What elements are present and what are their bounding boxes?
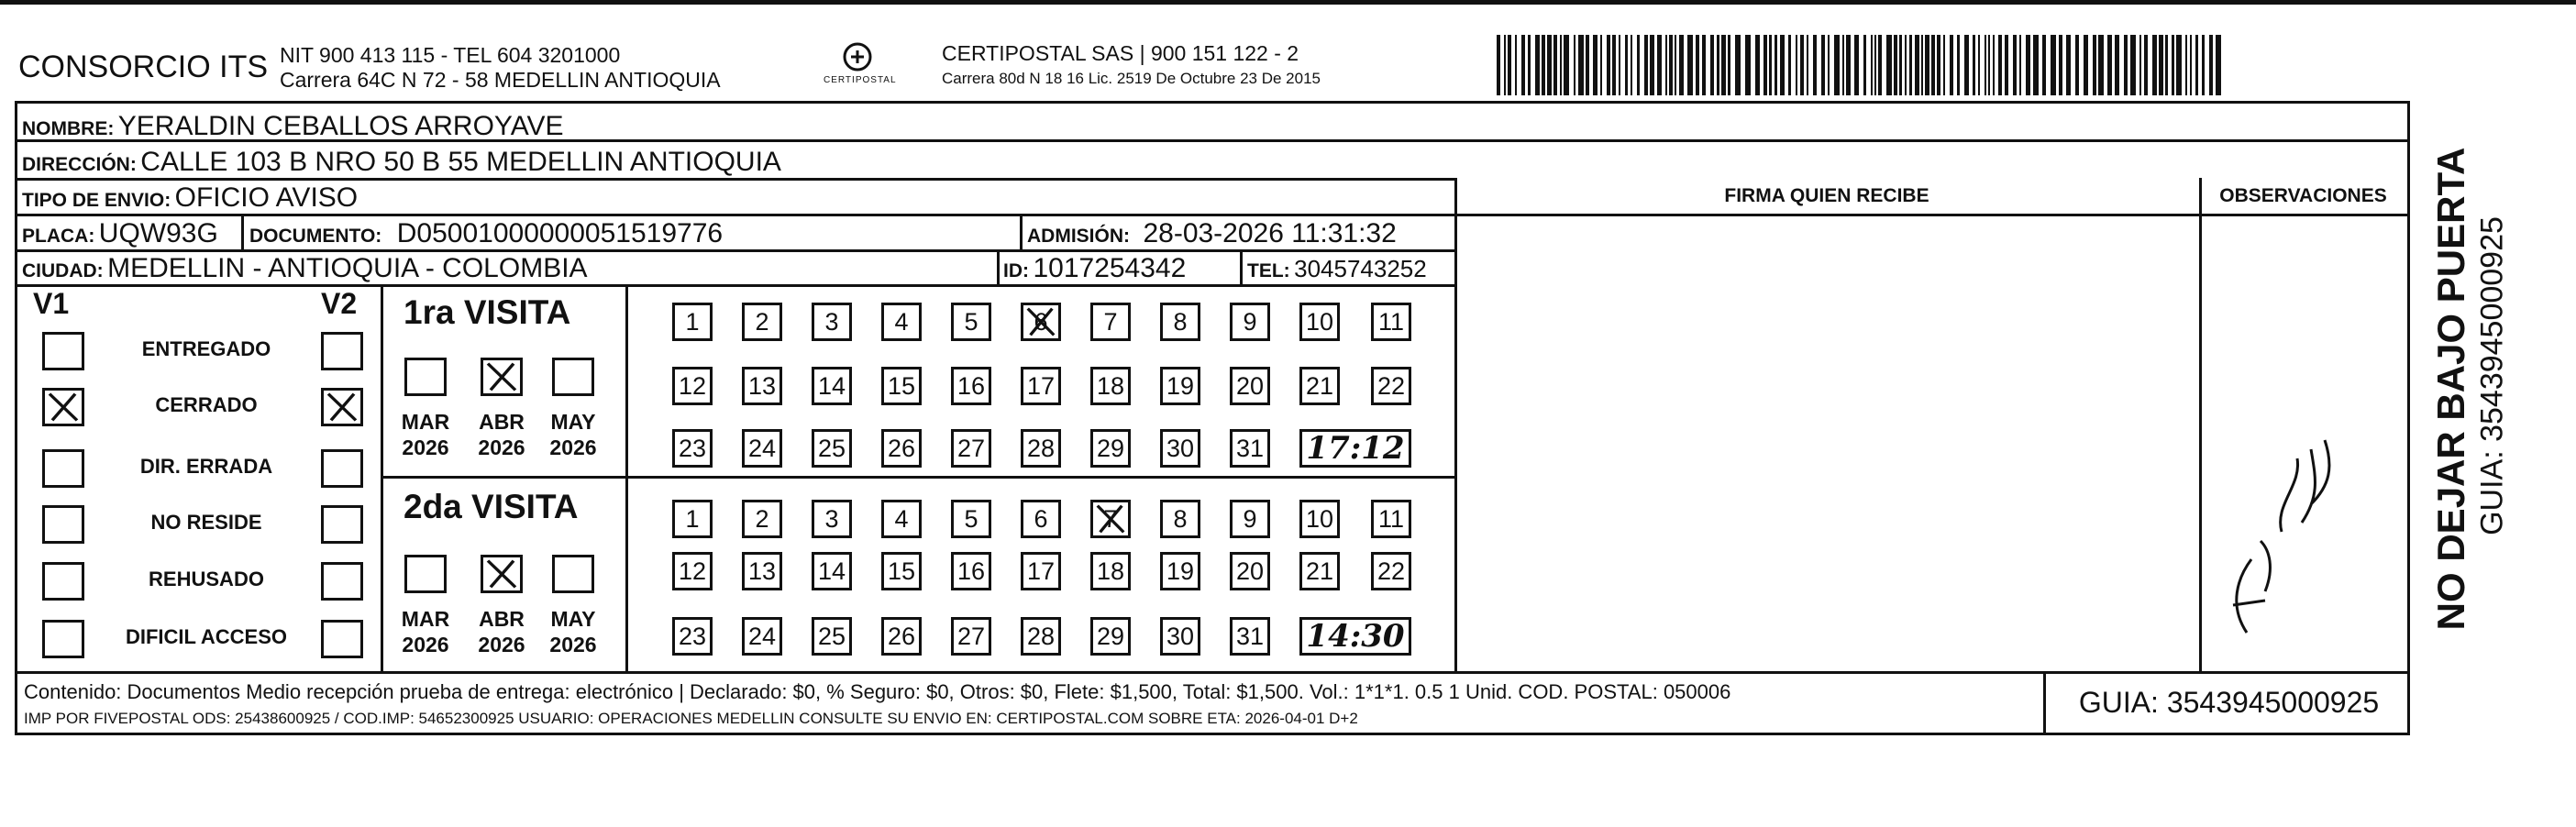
barcode-bar xyxy=(1735,35,1741,95)
second-visit-day-19[interactable]: 19 xyxy=(1160,552,1200,590)
v2-label: V2 xyxy=(321,287,358,320)
first-visit-day-26[interactable]: 26 xyxy=(881,429,922,468)
barcode-bar xyxy=(1813,35,1817,95)
status-label: DIFICIL ACCESO xyxy=(125,625,287,648)
barcode-bar xyxy=(1586,35,1589,95)
barcode-bar xyxy=(1625,35,1628,95)
month-label: MAR 2026 xyxy=(401,607,450,656)
first-visit-day-17[interactable]: 17 xyxy=(1021,367,1061,405)
second-visit-day-27[interactable]: 27 xyxy=(951,617,991,656)
second-visit-day-30[interactable]: 30 xyxy=(1160,617,1200,656)
footer-content: Contenido: Documentos Medio recepción prueba de entrega: electrónico | Declarado: $0, % Seguro: $0, Otros: $0, Flete: $1,500, Total: $1,500. Vol.: 1*1*1. 0.5 1 Unid. COD. POSTAL: 050006 xyxy=(24,680,1731,703)
observaciones-header: OBSERVACIONES xyxy=(2219,185,2387,206)
nombre-label: NOMBRE: xyxy=(22,118,115,139)
first-visit-day-15[interactable]: 15 xyxy=(881,367,922,405)
status-label: CERRADO xyxy=(155,393,258,416)
barcode-bar xyxy=(2152,35,2157,95)
barcode-bar xyxy=(1542,35,1545,95)
placa-label: PLACA: xyxy=(22,226,95,247)
second-visit-day-22[interactable]: 22 xyxy=(1371,552,1411,590)
tipo-value: OFICIO AVISO xyxy=(174,182,359,213)
barcode-bar xyxy=(2190,35,2192,95)
firma-left-border xyxy=(1454,178,1457,673)
barcode-bar xyxy=(1593,35,1598,95)
second-visit-day-5[interactable]: 5 xyxy=(951,500,991,538)
barcode-bar xyxy=(1807,35,1808,95)
barcode-bar xyxy=(1607,35,1610,95)
second-visit-day-23[interactable]: 23 xyxy=(672,617,713,656)
second-visit-day-10[interactable]: 10 xyxy=(1299,500,1340,538)
second-visit-day-14[interactable]: 14 xyxy=(812,552,852,590)
barcode-bar xyxy=(1547,35,1552,95)
barcode-bar xyxy=(1637,35,1640,95)
barcode-bar xyxy=(1871,35,1873,95)
placa-value: UQW93G xyxy=(98,218,218,248)
second-visit-day-17[interactable]: 17 xyxy=(1021,552,1061,590)
second-visit-day-13[interactable]: 13 xyxy=(742,552,782,590)
v2-checkbox[interactable] xyxy=(321,620,363,658)
v1-checkbox[interactable] xyxy=(42,388,84,426)
id-divider xyxy=(997,249,1000,284)
month-label: MAR 2026 xyxy=(401,410,450,459)
barcode-bar xyxy=(1854,35,1859,95)
barcode-bar xyxy=(1894,35,1897,95)
barcode-bar xyxy=(1973,35,1975,95)
first-visit-day-11[interactable]: 11 xyxy=(1371,303,1411,341)
second-visit-day-29[interactable]: 29 xyxy=(1090,617,1131,656)
first-visit-day-1[interactable]: 1 xyxy=(672,303,713,341)
barcode-bar xyxy=(1679,35,1684,95)
second-visit-day-16[interactable]: 16 xyxy=(951,552,991,590)
barcode-bar xyxy=(2059,35,2062,95)
barcode-bar xyxy=(1828,35,1830,95)
barcode-bar xyxy=(1842,35,1844,95)
barcode-bar xyxy=(2124,35,2128,95)
v1-checkbox[interactable] xyxy=(42,620,84,658)
second-visit-day-28[interactable]: 28 xyxy=(1021,617,1061,656)
v1-checkbox[interactable] xyxy=(42,505,84,544)
barcode-bar xyxy=(1535,35,1540,95)
barcode-bar xyxy=(2172,35,2174,95)
barcode-bar xyxy=(1619,35,1620,95)
first-visit-day-9[interactable]: 9 xyxy=(1230,303,1270,341)
v1-checkbox[interactable] xyxy=(42,332,84,370)
month-label: MAY 2026 xyxy=(549,607,597,656)
barcode-bar xyxy=(1993,35,1995,95)
first-visit-day-29[interactable]: 29 xyxy=(1090,429,1131,468)
footer-guia: GUIA: 3543945000925 xyxy=(2078,686,2380,719)
firma-header: FIRMA QUIEN RECIBE xyxy=(1724,185,1929,206)
barcode-bar xyxy=(1943,35,1945,95)
barcode-bar xyxy=(1957,35,1960,95)
row-divider xyxy=(15,284,1454,287)
second-visit-day-2[interactable]: 2 xyxy=(742,500,782,538)
v2-checkbox[interactable] xyxy=(321,449,363,488)
documento-value: D05001000000051519776 xyxy=(396,218,724,248)
barcode-bar xyxy=(1508,35,1511,95)
barcode-bar xyxy=(1909,35,1912,95)
barcode-bar xyxy=(1721,35,1726,95)
barcode-bar xyxy=(1553,35,1557,95)
first-visit-day-23[interactable]: 23 xyxy=(672,429,713,468)
barcode-bar xyxy=(2033,35,2039,95)
direccion-value: CALLE 103 B NRO 50 B 55 MEDELLIN ANTIOQUIA xyxy=(140,147,781,177)
first-visit-day-30[interactable]: 30 xyxy=(1160,429,1200,468)
certipostal-logo xyxy=(816,40,899,94)
barcode-bar xyxy=(2176,35,2182,95)
status-label: NO RESIDE xyxy=(150,511,262,534)
second-visit-day-8[interactable]: 8 xyxy=(1160,500,1200,538)
barcode-bar xyxy=(1763,35,1767,95)
barcode-bar xyxy=(1528,35,1531,95)
barcode-bar xyxy=(2093,35,2096,95)
barcode-bar xyxy=(1780,35,1785,95)
first-visit-day-18[interactable]: 18 xyxy=(1090,367,1131,405)
barcode-bar xyxy=(1644,35,1648,95)
barcode-bar xyxy=(1886,35,1892,95)
second-visit-day-25[interactable]: 25 xyxy=(812,617,852,656)
second-visit-day-24[interactable]: 24 xyxy=(742,617,782,656)
barcode-bar xyxy=(1650,35,1654,95)
barcode-bar xyxy=(1578,35,1584,95)
barcode-bar xyxy=(1846,35,1851,95)
footer-imp: IMP POR FIVEPOSTAL ODS: 25438600925 / COD.IMP: 54652300925 USUARIO: OPERACIONES MEDELLIN CONSULTE SU ENVIO EN: CERTIPOSTAL.COM SOBRE ETA: 2026-04-01 D+2 xyxy=(24,710,1358,727)
barcode-bar xyxy=(1687,35,1693,95)
recipient-signature xyxy=(2173,422,2357,642)
right-border-upper xyxy=(2407,101,2410,673)
barcode-bar xyxy=(2019,35,2021,95)
v1-label: V1 xyxy=(33,287,70,320)
barcode-bar xyxy=(1665,35,1667,95)
courier-name: CERTIPOSTAL SAS | 900 151 122 - 2 xyxy=(942,41,1299,65)
second-visit-day-12[interactable]: 12 xyxy=(672,552,713,590)
barcode-bar xyxy=(1560,35,1562,95)
barcode-bar xyxy=(2202,35,2205,95)
barcode-bar xyxy=(2098,35,2104,95)
barcode-bar xyxy=(1821,35,1825,95)
id-value: 1017254342 xyxy=(1033,253,1187,283)
company-address: Carrera 64C N 72 - 58 MEDELLIN ANTIOQUIA xyxy=(280,68,721,92)
barcode-bar xyxy=(2107,35,2112,95)
month-checkbox-mar[interactable] xyxy=(404,555,447,593)
barcode-bar xyxy=(2084,35,2088,95)
first-visit-day-7[interactable]: 7 xyxy=(1090,303,1131,341)
second-visit-day-7[interactable]: 7 xyxy=(1090,500,1131,538)
status-label: REHUSADO xyxy=(149,568,264,590)
barcode-bar xyxy=(1915,35,1919,95)
first-visit-day-10[interactable]: 10 xyxy=(1299,303,1340,341)
second-visit-day-11[interactable]: 11 xyxy=(1371,500,1411,538)
barcode-bar xyxy=(1937,35,1940,95)
barcode-bar xyxy=(1985,35,1986,95)
second-visit-day-4[interactable]: 4 xyxy=(881,500,922,538)
side-guia: GUIA: 3543945000925 xyxy=(2474,216,2510,535)
logo-caption: CERTIPOSTAL xyxy=(824,75,897,85)
tel-value: 3045743252 xyxy=(1294,255,1427,282)
barcode-bar xyxy=(1905,35,1907,95)
barcode-bar xyxy=(2209,35,2213,95)
first-visit-day-3[interactable]: 3 xyxy=(812,303,852,341)
barcode-bar xyxy=(1696,35,1699,95)
v1-checkbox[interactable] xyxy=(42,562,84,601)
row-divider xyxy=(15,214,2410,216)
month-label: ABR 2026 xyxy=(478,410,525,459)
barcode-bar xyxy=(1878,35,1882,95)
v2-checkbox[interactable] xyxy=(321,332,363,370)
barcode-bar xyxy=(1497,35,1500,95)
top-rule xyxy=(0,0,2576,5)
barcode-bar xyxy=(2216,35,2221,95)
first-visit-day-13[interactable]: 13 xyxy=(742,367,782,405)
first-visit-day-24[interactable]: 24 xyxy=(742,429,782,468)
placa-divider xyxy=(241,214,244,249)
footer-top-rule xyxy=(15,671,2410,674)
second-visit-day-15[interactable]: 15 xyxy=(881,552,922,590)
first-visit-day-6[interactable]: 6 xyxy=(1021,303,1061,341)
first-visit-day-2[interactable]: 2 xyxy=(742,303,782,341)
barcode-bar xyxy=(1874,35,1876,95)
month-checkbox-may[interactable] xyxy=(552,358,594,396)
barcode-bar xyxy=(1612,35,1616,95)
barcode-bar xyxy=(1921,35,1923,95)
barcode-bar xyxy=(1755,35,1760,95)
first-visit-day-5[interactable]: 5 xyxy=(951,303,991,341)
barcode-bar xyxy=(1950,35,1953,95)
second-visit-day-21[interactable]: 21 xyxy=(1299,552,1340,590)
first-visit-day-22[interactable]: 22 xyxy=(1371,367,1411,405)
barcode-bar xyxy=(1863,35,1866,95)
barcode-bar xyxy=(1998,35,2002,95)
barcode-bar xyxy=(1515,35,1517,95)
documento-label: DOCUMENTO: xyxy=(249,226,382,247)
second-visit-day-6[interactable]: 6 xyxy=(1021,500,1061,538)
barcode-bar xyxy=(2185,35,2187,95)
barcode-bar xyxy=(1702,35,1706,95)
barcode-bar xyxy=(1657,35,1662,95)
barcode-bar xyxy=(1745,35,1751,95)
barcode-bar xyxy=(1631,35,1632,95)
barcode-bar xyxy=(1504,35,1506,95)
barcode-bar xyxy=(1728,35,1730,95)
barcode-bar xyxy=(1521,35,1525,95)
barcode-bar xyxy=(2005,35,2008,95)
row-divider xyxy=(15,249,1454,252)
v1-checkbox[interactable] xyxy=(42,449,84,488)
month-checkbox-may[interactable] xyxy=(552,555,594,593)
first-visit-day-12[interactable]: 12 xyxy=(672,367,713,405)
second-visit-day-18[interactable]: 18 xyxy=(1090,552,1131,590)
tel-label: TEL: xyxy=(1247,260,1290,281)
second-visit-day-1[interactable]: 1 xyxy=(672,500,713,538)
barcode-bar xyxy=(1796,35,1797,95)
barcode-bar xyxy=(1600,35,1602,95)
barcode xyxy=(1497,35,2223,95)
first-visit-day-27[interactable]: 27 xyxy=(951,429,991,468)
barcode-bar xyxy=(1788,35,1791,95)
barcode-bar xyxy=(2026,35,2030,95)
admision-divider xyxy=(1020,214,1023,249)
barcode-bar xyxy=(2115,35,2119,95)
barcode-bar xyxy=(1925,35,1929,95)
first-visit-day-28[interactable]: 28 xyxy=(1021,429,1061,468)
ciudad-value: MEDELLIN - ANTIOQUIA - COLOMBIA xyxy=(107,253,588,283)
month-checkbox-abr[interactable] xyxy=(481,555,523,593)
tel-divider xyxy=(1240,249,1243,284)
barcode-bar xyxy=(1774,35,1777,95)
second-visit-day-9[interactable]: 9 xyxy=(1230,500,1270,538)
ciudad-label: CIUDAD: xyxy=(22,260,104,281)
status-label: ENTREGADO xyxy=(141,337,271,360)
barcode-bar xyxy=(1574,35,1575,95)
barcode-bar xyxy=(1899,35,1902,95)
barcode-bar xyxy=(1834,35,1840,95)
nombre-value: YERALDIN CEBALLOS ARROYAVE xyxy=(117,111,564,141)
first-visit-day-31[interactable]: 31 xyxy=(1230,429,1270,468)
first-visit-day-25[interactable]: 25 xyxy=(812,429,852,468)
month-checkbox-mar[interactable] xyxy=(404,358,447,396)
first-visit-title: 1ra VISITA xyxy=(404,293,571,331)
barcode-bar xyxy=(2195,35,2198,95)
barcode-bar xyxy=(2066,35,2071,95)
barcode-bar xyxy=(2139,35,2141,95)
tipo-label: TIPO DE ENVIO: xyxy=(22,190,171,211)
second-visit-day-20[interactable]: 20 xyxy=(1230,552,1270,590)
status-label: DIR. ERRADA xyxy=(139,455,273,478)
barcode-bar xyxy=(2165,35,2168,95)
side-no-dejar: NO DEJAR BAJO PUERTA xyxy=(2429,147,2472,631)
barcode-bar xyxy=(1978,35,1980,95)
barcode-bar xyxy=(1564,35,1569,95)
barcode-bar xyxy=(1717,35,1719,95)
company-name: CONSORCIO ITS xyxy=(18,50,269,84)
v2-checkbox[interactable] xyxy=(321,388,363,426)
first-visit-day-16[interactable]: 16 xyxy=(951,367,991,405)
admision-label: ADMISIÓN: xyxy=(1027,226,1130,247)
month-label: ABR 2026 xyxy=(478,607,525,656)
first-visit-day-20[interactable]: 20 xyxy=(1230,367,1270,405)
first-visit-day-8[interactable]: 8 xyxy=(1160,303,1200,341)
barcode-bar xyxy=(2051,35,2056,95)
barcode-bar xyxy=(1669,35,1673,95)
v2-checkbox[interactable] xyxy=(321,562,363,601)
first-visit-day-21[interactable]: 21 xyxy=(1299,367,1340,405)
barcode-bar xyxy=(2159,35,2163,95)
barcode-bar xyxy=(1988,35,1990,95)
second-visit-day-26[interactable]: 26 xyxy=(881,617,922,656)
barcode-bar xyxy=(2042,35,2046,95)
direccion-label: DIRECCIÓN: xyxy=(22,154,137,175)
second-visit-time: 14:30 xyxy=(1299,617,1411,656)
second-visit-day-3[interactable]: 3 xyxy=(812,500,852,538)
first-visit-day-19[interactable]: 19 xyxy=(1160,367,1200,405)
second-visit-title: 2da VISITA xyxy=(404,488,579,525)
first-visit-day-14[interactable]: 14 xyxy=(812,367,852,405)
second-visit-day-31[interactable]: 31 xyxy=(1230,617,1270,656)
first-visit-time: 17:12 xyxy=(1299,429,1411,468)
barcode-bar xyxy=(1769,35,1772,95)
id-label: ID: xyxy=(1003,260,1029,281)
admision-value: 28-03-2026 11:31:32 xyxy=(1143,218,1397,248)
barcode-bar xyxy=(1931,35,1935,95)
v2-checkbox[interactable] xyxy=(321,505,363,544)
barcode-bar xyxy=(2130,35,2136,95)
barcode-bar xyxy=(2013,35,2017,95)
row-divider xyxy=(15,178,1454,181)
barcode-bar xyxy=(2075,35,2079,95)
barcode-bar xyxy=(1675,35,1676,95)
company-nit-tel: NIT 900 413 115 - TEL 604 3201000 xyxy=(280,43,621,67)
month-checkbox-abr[interactable] xyxy=(481,358,523,396)
footer-guia-divider xyxy=(2043,671,2046,735)
first-visit-day-4[interactable]: 4 xyxy=(881,303,922,341)
barcode-bar xyxy=(2144,35,2148,95)
barcode-bar xyxy=(1800,35,1804,95)
courier-address: Carrera 80d N 18 16 Lic. 2519 De Octubre 23 De 2015 xyxy=(942,70,1321,87)
barcode-bar xyxy=(1964,35,1969,95)
barcode-bar xyxy=(1710,35,1714,95)
month-label: MAY 2026 xyxy=(549,410,597,459)
visit-divider xyxy=(381,476,1454,479)
